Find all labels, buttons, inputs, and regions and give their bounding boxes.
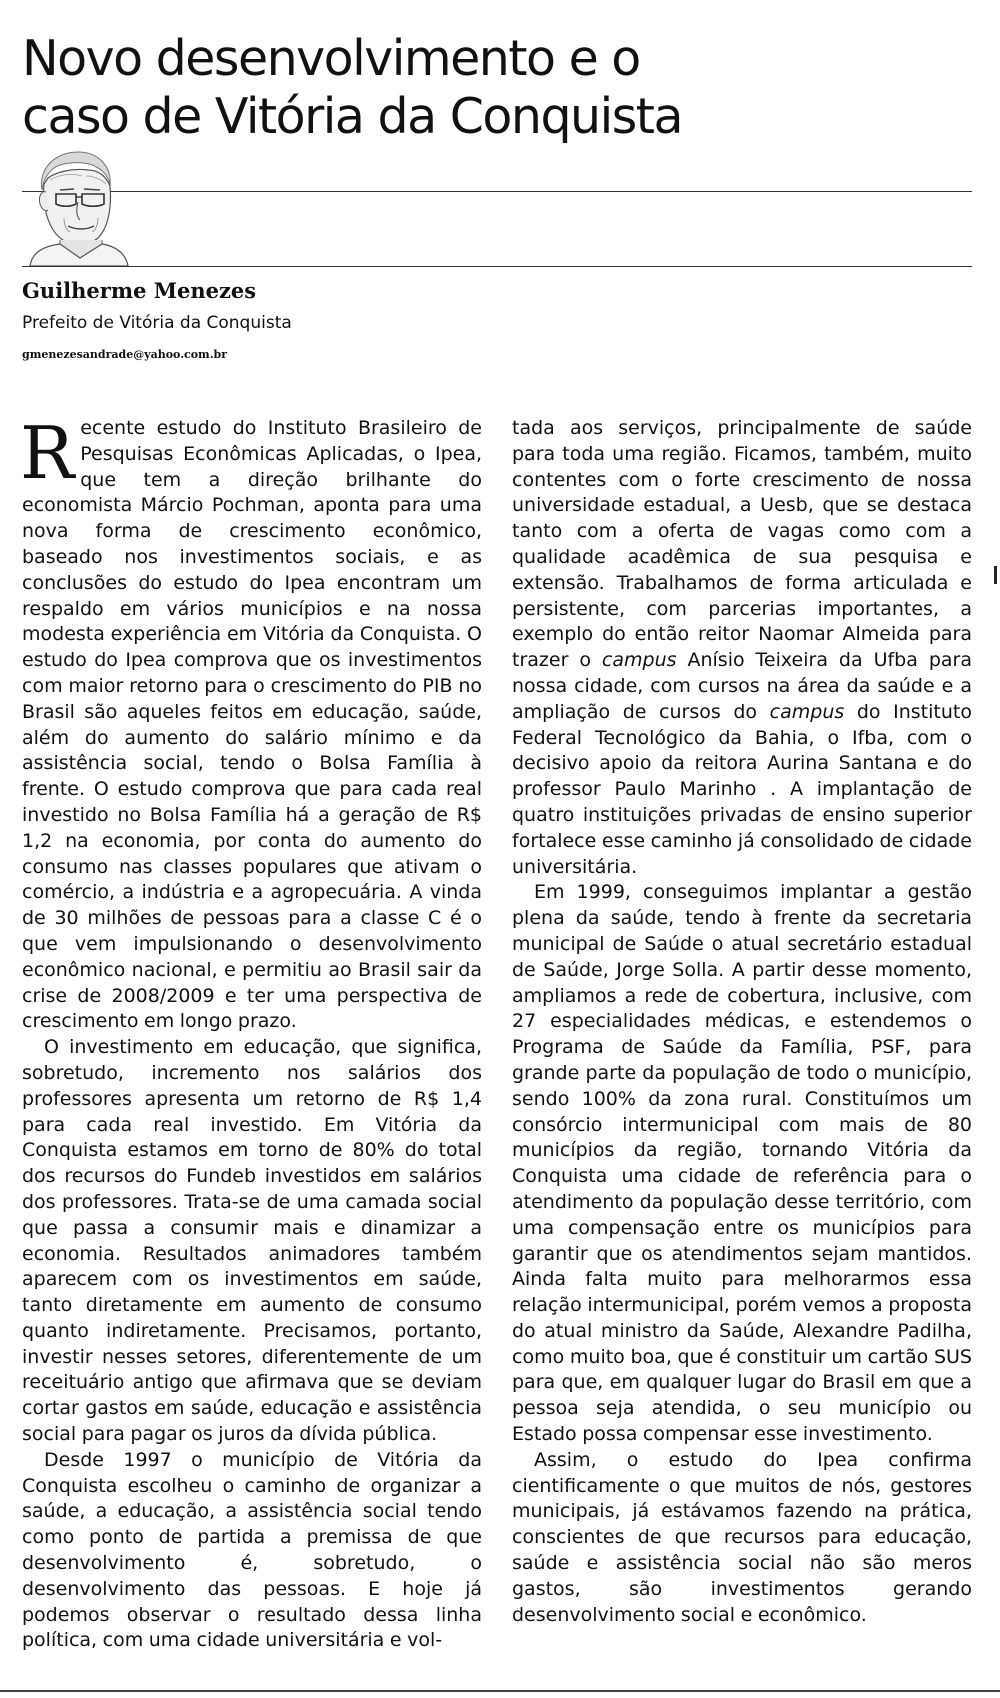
author-role: Prefeito de Vitória da Conquista: [22, 313, 292, 333]
paragraph-3-continued-text-a: tada aos serviços, principalmente de saúde para toda uma região. Ficamos, também, muito contentes com o forte crescimento de nossa universidade estadual, a Uesb, que se destaca tanto com a oferta de vagas como com a qualidade acadêmica de sua pesquisa e extensão. Trabalhamos de forma articulada e persistente, com parcerias importantes, a exemplo do então reitor Naomar Almeida para trazer o: [512, 417, 972, 672]
author-email: gmenezesandrade@yahoo.com.br: [22, 348, 228, 361]
article-headline: [22, 30, 782, 146]
paragraph-1-text: ecente estudo do Instituto Brasileiro de Pesquisas Econômicas Aplicadas, o Ipea, que tem a direção brilhante do economista Márcio Pochman, aponta para uma nova forma de crescimento econômico, baseado nos investimentos sociais, e as conclusões do estudo do Ipea encontram um respaldo em vários municípios e na nossa modesta experiência em Vitória da Conquista. O estudo do Ipea comprova que os investimentos com maior retorno para o crescimento do PIB no Brasil são aqueles feitos em educação, saúde, além do aumento do salário mínimo e da assistência social, tendo o Bolsa Família à frente. O estudo comprova que para cada real investido no Bolsa Família há a geração de R$ 1,2 na economia, por conta do aumento do consumo nas classes populares que ativam o comércio, a indústria e a agropecuária. A vinda de 30 milhões de pessoas para a classe C é o que vem impulsionando o desenvolvimento econômico nacional, e permitiu ao Brasil sair da crise de 2008/2009 e ter uma perspectiva de crescimento em longo prazo.: [22, 417, 482, 1033]
body-paragraph-3: Desde 1997 o município de Vitória da Conquista escolheu o caminho de organizar a saúde, a educação, a assistência social tendo como ponto de partida a premissa de que desenvolvimento é, sobretudo, o desenvolvimento das pessoas. E hoje já podemos observar o resultado dessa linha política, com uma cidade universitária e vol-: [22, 1448, 482, 1652]
body-paragraph-2: O investimento em educação, que significa, sobretudo, incremento nos salários dos professores apresenta um retorno de R$ 1,4 para cada real investido. Em Vitória da Conquista estamos em torno de 80% do total dos recursos do Fundeb investidos em salários dos professores. Trata-se de uma camada social que passa a consumir mais e dinamizar a economia. Resultados animadores também aparecem com os investimentos em saúde, tanto diretamente em aumento de consumo quanto indiretamente. Precisamos, portanto, investir nesses setores, diferentemente de um receituário antigo que afirmava que se deviam cortar gastos em saúde, educação e assistência social para pagar os juros da dívida pública.: [22, 1036, 482, 1446]
author-portrait: [20, 140, 130, 266]
campus-italic-1: campus: [601, 649, 677, 672]
headline-line-2: caso de Vitória da Conquista: [22, 88, 682, 145]
article-column-left: [20, 411, 482, 1654]
author-name: Guilherme Menezes: [22, 278, 257, 303]
body-paragraph-3-continued: [512, 416, 972, 880]
article-column-right: [512, 416, 972, 1628]
drop-cap: R: [20, 411, 75, 495]
header-rule-bottom: [22, 266, 972, 267]
body-paragraph-1: [20, 411, 482, 1035]
header-rule-top: [22, 191, 972, 192]
margin-mark: [994, 566, 997, 584]
page-bottom-rule: [0, 1690, 1000, 1692]
paragraph-3-continued-text-b: Anísio Teixeira da Ufba para nossa cidade, com cursos na área da saúde e a ampliação de cursos do: [512, 649, 972, 723]
body-paragraph-4: Em 1999, conseguimos implantar a gestão plena da saúde, tendo à frente da secretaria municipal de Saúde o atual secretário estadual de Saúde, Jorge Solla. A partir desse momento, ampliamos a rede de cobertura, inclusive, com 27 especialidades médicas, e estendemos o Programa de Saúde da Família, PSF, para grande parte da população de todo o município, sendo 100% da zona rural. Constituímos um consórcio intermunicipal com mais de 80 municípios da região, tornando Vitória da Conquista uma cidade de referência para o atendimento da população desse território, com uma compensação entre os municípios para garantir que os atendimentos sejam mantidos. Ainda falta muito para melhorarmos essa relação intermunicipal, porém vemos a proposta do atual ministro da Saúde, Alexandre Padilha, como muito boa, que é constituir um cartão SUS para que, em qualquer lugar do Brasil em que a pessoa seja atendida, o seu município ou Estado possa compensar esse investimento.: [512, 881, 972, 1446]
campus-italic-2: campus: [769, 700, 845, 723]
body-paragraph-5: Assim, o estudo do Ipea confirma cientificamente o que muitos de nós, gestores municipais, já estávamos fazendo na prática, conscientes de que recursos para educação, saúde e assistência social não são meros gastos, são investimentos gerando desenvolvimento social e econômico.: [512, 1448, 972, 1626]
headline-line-1: Novo desenvolvimento e o: [22, 30, 640, 87]
paragraph-3-continued-text-c: do Instituto Federal Tecnológico da Bahia, o Ifba, com o decisivo apoio da reitora Aurina Santana e do professor Paulo Marinho . A implantação de quatro instituições privadas de ensino superior fortalece esse caminho já consolidado de cidade universitária.: [512, 700, 972, 878]
